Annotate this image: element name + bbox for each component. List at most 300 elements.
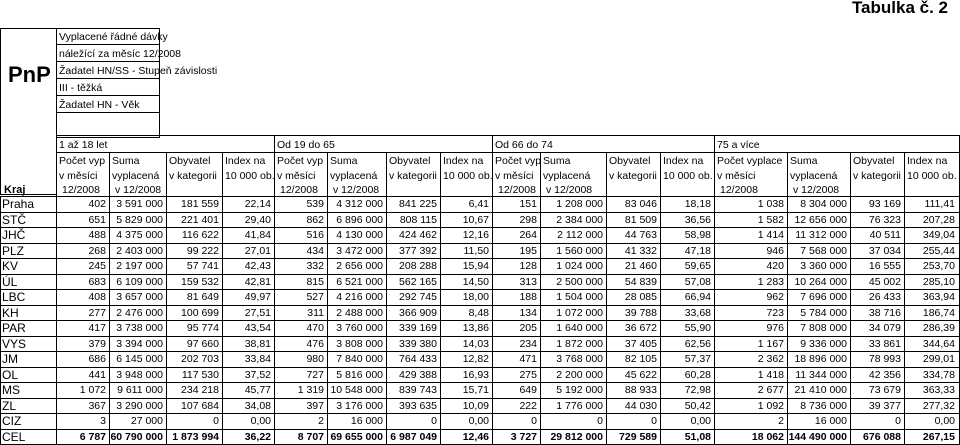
table-cell: 0 bbox=[431, 415, 437, 427]
table-cell: 44 763 bbox=[624, 229, 657, 241]
row-label-kraj: PLZ bbox=[2, 243, 25, 258]
table-cell: 28 085 bbox=[624, 291, 657, 303]
table-cell: 1 582 bbox=[757, 213, 784, 226]
column-header: v kategorii bbox=[609, 170, 657, 182]
table-cell: 649 bbox=[519, 384, 537, 396]
table-cell: 402 bbox=[88, 198, 106, 210]
table-cell: 434 bbox=[306, 244, 324, 257]
table-cell: 207,28 bbox=[922, 213, 955, 226]
table-cell: 21 460 bbox=[624, 260, 657, 272]
table-cell: 50,42 bbox=[684, 399, 711, 412]
table-cell: 6 521 000 bbox=[336, 275, 383, 288]
row-label-kraj: CIZ bbox=[2, 414, 22, 428]
table-cell: 2 197 000 bbox=[116, 260, 163, 272]
table-cell: 41 332 bbox=[624, 244, 657, 257]
column-header: Počet vyp bbox=[277, 155, 324, 167]
table-cell: 2 403 000 bbox=[116, 244, 163, 257]
table-cell: 54 839 bbox=[624, 275, 657, 288]
table-cell: 3 472 000 bbox=[336, 244, 383, 257]
table-cell: 397 bbox=[306, 399, 324, 412]
table-cell: 9 336 000 bbox=[800, 337, 847, 350]
table-row bbox=[0, 367, 960, 383]
column-header: 12/2008 bbox=[62, 184, 100, 196]
row-label-kraj: JHČ bbox=[2, 228, 26, 242]
table-cell: 82 105 bbox=[624, 353, 657, 365]
table-cell: 58,98 bbox=[684, 229, 711, 241]
table-cell: 1 072 bbox=[79, 384, 106, 396]
table-cell: 202 703 bbox=[181, 353, 219, 365]
table-cell: 1 414 bbox=[757, 229, 784, 241]
table-cell: 471 bbox=[519, 353, 537, 365]
table-cell: 1 038 bbox=[757, 198, 784, 210]
age-group-divider bbox=[492, 135, 493, 152]
table-cell: 76 323 bbox=[868, 213, 901, 226]
column-header: Index na bbox=[907, 155, 948, 167]
table-cell: 195 bbox=[519, 244, 537, 257]
column-header: vyplacená bbox=[112, 170, 160, 182]
row-label-kraj: KH bbox=[2, 305, 19, 320]
table-cell: 3 727 bbox=[510, 430, 537, 443]
table-cell: 37 034 bbox=[868, 244, 901, 257]
filter-label: Žadatel HN/SS - Stupeň závislosti bbox=[59, 65, 218, 77]
table-cell: 16 000 bbox=[814, 415, 847, 427]
table-cell: 516 bbox=[306, 229, 324, 241]
table-cell: 3 760 000 bbox=[336, 322, 383, 334]
table-cell: 49,97 bbox=[244, 291, 271, 303]
table-cell: 43,54 bbox=[244, 322, 271, 334]
table-cell: 6 145 000 bbox=[116, 353, 163, 365]
table-cell: 1 873 994 bbox=[172, 430, 219, 443]
page-title: Tabulka č. 2 bbox=[851, 0, 948, 17]
table-cell: 55,90 bbox=[684, 322, 711, 334]
table-cell: 3 768 000 bbox=[556, 353, 603, 365]
table-cell: 205 bbox=[519, 322, 537, 334]
column-header: v 12/2008 bbox=[333, 184, 380, 196]
table-cell: 57,08 bbox=[684, 275, 711, 288]
table-cell: 2 362 bbox=[757, 353, 784, 365]
table-cell: 0,00 bbox=[934, 415, 955, 427]
column-header: v 12/2008 bbox=[546, 184, 593, 196]
table-cell: 417 bbox=[88, 322, 106, 334]
table-cell: 38 716 bbox=[868, 306, 901, 319]
table-cell: 16,93 bbox=[462, 368, 489, 381]
column-header: Suma bbox=[330, 155, 358, 167]
table-cell: 18,00 bbox=[462, 291, 489, 303]
table-cell: 45,77 bbox=[244, 384, 271, 396]
table-cell: 267,15 bbox=[922, 430, 955, 443]
table-cell: 36 672 bbox=[624, 322, 657, 334]
column-header: Obyvatel bbox=[609, 155, 651, 167]
table-cell: 476 bbox=[306, 337, 324, 350]
table-cell: 0 bbox=[213, 415, 219, 427]
column-header: Počet vyplace bbox=[717, 155, 783, 167]
table-cell: 116 622 bbox=[181, 229, 219, 241]
table-cell: 946 bbox=[766, 244, 784, 257]
column-header: Index na bbox=[443, 155, 484, 167]
column-header: 10 000 ob. bbox=[225, 170, 275, 182]
table-cell: 651 bbox=[88, 213, 106, 226]
table-cell: 11 344 000 bbox=[795, 368, 847, 381]
column-header: 10 000 ob. bbox=[443, 170, 493, 182]
table-cell: 18 062 bbox=[751, 430, 784, 443]
table-row bbox=[0, 243, 960, 259]
column-header: 10 000 ob. bbox=[907, 170, 957, 182]
row-label-kraj: KV bbox=[2, 259, 19, 273]
table-cell: 0,00 bbox=[250, 415, 271, 427]
column-header: vyplacená bbox=[330, 170, 378, 182]
table-cell: 363,94 bbox=[922, 291, 955, 303]
table-cell: 292 745 bbox=[399, 291, 437, 303]
filter-label: Žadatel HN - Věk bbox=[59, 99, 140, 111]
age-group-label: Od 19 do 65 bbox=[277, 139, 335, 151]
column-header: Obyvatel bbox=[169, 155, 211, 167]
table-cell: 144 490 000 bbox=[788, 430, 847, 443]
table-cell: 27,01 bbox=[244, 244, 271, 257]
table-cell: 12 656 000 bbox=[794, 213, 847, 226]
table-cell: 10,09 bbox=[462, 399, 489, 412]
table-cell: 339 380 bbox=[399, 337, 437, 350]
table-cell: 470 bbox=[306, 322, 324, 334]
table-cell: 764 433 bbox=[399, 353, 437, 365]
filter-divider bbox=[56, 95, 160, 96]
table-cell: 8 736 000 bbox=[800, 399, 847, 412]
table-cell: 255,44 bbox=[922, 244, 955, 257]
table-cell: 22,14 bbox=[244, 198, 271, 210]
table-cell: 5 192 000 bbox=[556, 384, 603, 396]
table-cell: 62,56 bbox=[684, 337, 711, 350]
table-cell: 2 500 000 bbox=[556, 275, 603, 288]
age-group-label: 75 a více bbox=[717, 139, 760, 151]
table-cell: 10 264 000 bbox=[794, 275, 847, 288]
table-cell: 99 222 bbox=[186, 244, 219, 257]
table-cell: 15,94 bbox=[462, 260, 489, 272]
table-cell: 7 696 000 bbox=[800, 291, 847, 303]
table-row bbox=[0, 398, 960, 414]
filter-divider bbox=[56, 112, 160, 113]
table-cell: 245 bbox=[88, 260, 106, 272]
table-cell: 1 560 000 bbox=[556, 244, 603, 257]
row-label-kraj: MS bbox=[2, 383, 20, 397]
table-cell: 33 861 bbox=[868, 337, 901, 350]
table-cell: 21 410 000 bbox=[794, 384, 847, 396]
table-cell: 8,48 bbox=[468, 306, 489, 319]
table-cell: 222 bbox=[519, 399, 537, 412]
table-cell: 47,18 bbox=[684, 244, 711, 257]
column-header: v měsíci bbox=[59, 170, 98, 182]
table-cell: 277 bbox=[88, 306, 106, 319]
table-cell: 2 112 000 bbox=[557, 229, 603, 241]
table-cell: 208 288 bbox=[399, 260, 437, 272]
table-cell: 66,94 bbox=[684, 291, 711, 303]
table-cell: 6 787 bbox=[79, 430, 106, 443]
table-cell: 298 bbox=[519, 213, 537, 226]
table-cell: 45 002 bbox=[868, 275, 901, 288]
table-cell: 527 bbox=[306, 291, 324, 303]
table-cell: 976 bbox=[766, 322, 784, 334]
table-cell: 841 225 bbox=[399, 198, 437, 210]
table-cell: 5 816 000 bbox=[336, 368, 383, 381]
table-cell: 1 208 000 bbox=[556, 198, 603, 210]
column-header: Suma bbox=[112, 155, 140, 167]
row-label-kraj: STČ bbox=[2, 212, 26, 227]
table-cell: 36,56 bbox=[684, 213, 711, 226]
table-cell: 40 511 bbox=[869, 229, 901, 241]
table-cell: 4 312 000 bbox=[336, 198, 383, 210]
table-cell: 815 bbox=[306, 275, 324, 288]
table-cell: 7 808 000 bbox=[800, 322, 847, 334]
table-cell: 683 bbox=[88, 275, 106, 288]
table-cell: 808 115 bbox=[399, 213, 437, 226]
table-cell: 377 392 bbox=[399, 244, 437, 257]
table-cell: 111,41 bbox=[924, 198, 955, 210]
table-cell: 2 bbox=[778, 415, 784, 427]
column-header: vyplacená bbox=[790, 170, 838, 182]
table-cell: 299,01 bbox=[922, 353, 955, 365]
column-header: Počet vyp bbox=[59, 155, 106, 167]
table-cell: 285,10 bbox=[922, 275, 955, 288]
table-row bbox=[0, 258, 960, 274]
table-cell: 2 200 000 bbox=[556, 368, 603, 381]
column-header: 10 000 ob. bbox=[663, 170, 713, 182]
table-cell: 60 790 000 bbox=[110, 430, 163, 443]
row-label-kraj: JM bbox=[2, 352, 18, 366]
table-cell: 16 000 bbox=[350, 415, 383, 427]
table-cell: 6 987 049 bbox=[390, 430, 437, 443]
table-cell: 339 169 bbox=[399, 322, 437, 334]
table-cell: 4 130 000 bbox=[336, 229, 383, 241]
table-cell: 676 088 bbox=[863, 430, 901, 443]
filter-divider bbox=[56, 44, 160, 45]
table-cell: 3 808 000 bbox=[336, 337, 383, 350]
table-cell: 1 872 000 bbox=[556, 337, 603, 350]
table-cell: 393 635 bbox=[399, 399, 437, 412]
table-cell: 37,52 bbox=[244, 368, 271, 381]
row-label-kraj: VYS bbox=[2, 336, 27, 351]
table-cell: 12,16 bbox=[462, 229, 489, 241]
table-cell: 45 622 bbox=[624, 368, 657, 381]
table-cell: 8 304 000 bbox=[800, 198, 847, 210]
table-cell: 6 896 000 bbox=[336, 213, 383, 226]
column-header: 12/2008 bbox=[280, 184, 318, 196]
table-cell: 4 216 000 bbox=[336, 291, 383, 303]
table-row bbox=[0, 274, 960, 290]
table-cell: 1 092 bbox=[757, 399, 784, 412]
table-cell: 33,84 bbox=[244, 353, 271, 365]
table-cell: 181 559 bbox=[181, 198, 219, 210]
table-cell: 42,81 bbox=[244, 275, 271, 288]
table-cell: 311 bbox=[307, 306, 324, 319]
table-cell: 839 743 bbox=[399, 384, 437, 396]
table-cell: 1 072 000 bbox=[556, 306, 603, 319]
table-cell: 134 bbox=[519, 306, 537, 319]
table-cell: 18 896 000 bbox=[794, 353, 847, 365]
table-cell: 11,50 bbox=[463, 244, 489, 257]
table-cell: 686 bbox=[88, 353, 106, 365]
table-cell: 1 024 000 bbox=[556, 260, 603, 272]
table-cell: 95 774 bbox=[186, 322, 219, 334]
table-cell: 0,00 bbox=[690, 415, 711, 427]
column-header: Index na bbox=[225, 155, 266, 167]
table-cell: 39 788 bbox=[624, 306, 657, 319]
table-cell: 1 418 bbox=[757, 368, 784, 381]
table-cell: 420 bbox=[766, 260, 784, 272]
table-cell: 0 bbox=[651, 415, 657, 427]
filter-divider bbox=[56, 61, 160, 62]
filter-divider bbox=[56, 78, 160, 79]
table-cell: 27 000 bbox=[130, 415, 163, 427]
table-row bbox=[0, 382, 960, 398]
column-header: 12/2008 bbox=[720, 184, 758, 196]
table-cell: 7 568 000 bbox=[800, 244, 847, 257]
table-cell: 408 bbox=[88, 291, 106, 303]
table-cell: 334,78 bbox=[922, 368, 955, 381]
table-cell: 33,68 bbox=[684, 306, 711, 319]
table-cell: 8 707 bbox=[297, 430, 324, 443]
column-header: Suma bbox=[543, 155, 571, 167]
table-cell: 1 504 000 bbox=[556, 291, 603, 303]
table-cell: 16 555 bbox=[868, 260, 901, 272]
table-cell: 51,08 bbox=[684, 430, 711, 443]
table-cell: 5 784 000 bbox=[800, 306, 847, 319]
age-group-label: Od 66 do 74 bbox=[495, 139, 553, 151]
table-cell: 286,39 bbox=[922, 322, 955, 334]
table-row bbox=[0, 351, 960, 367]
table-cell: 88 933 bbox=[624, 384, 657, 396]
row-label-kraj: Praha bbox=[2, 197, 35, 211]
column-header: v měsíci bbox=[277, 170, 316, 182]
table-cell: 2 476 000 bbox=[116, 306, 163, 319]
table-cell: 73 679 bbox=[868, 384, 901, 396]
table-cell: 7 840 000 bbox=[336, 353, 383, 365]
column-header: v kategorii bbox=[169, 170, 217, 182]
table-cell: 26 433 bbox=[868, 291, 901, 303]
row-label-kraj: OL bbox=[2, 367, 19, 382]
table-row bbox=[0, 212, 960, 228]
table-row bbox=[0, 413, 960, 429]
table-cell: 78 993 bbox=[868, 353, 901, 365]
table-row bbox=[0, 429, 960, 445]
table-row bbox=[0, 289, 960, 305]
table-cell: 6 109 000 bbox=[116, 275, 163, 288]
table-cell: 980 bbox=[306, 353, 324, 365]
filter-label: náležící za měsíc 12/2008 bbox=[59, 48, 181, 60]
table-cell: 9 611 000 bbox=[117, 384, 163, 396]
table-row bbox=[0, 336, 960, 352]
row-label-kraj: CEL bbox=[2, 429, 26, 444]
table-cell: 862 bbox=[306, 213, 324, 226]
column-header: v měsíci bbox=[717, 170, 756, 182]
table-cell: 3 176 000 bbox=[336, 399, 383, 412]
table-cell: 1 283 bbox=[757, 275, 784, 288]
table-cell: 277,32 bbox=[922, 399, 955, 412]
table-cell: 275 bbox=[519, 368, 537, 381]
table-cell: 38,81 bbox=[244, 337, 271, 350]
row-label-kraj: PAR bbox=[2, 321, 26, 335]
table-cell: 313 bbox=[519, 275, 537, 288]
age-group-divider bbox=[714, 135, 715, 152]
table-cell: 36,22 bbox=[244, 430, 271, 443]
table-cell: 37 405 bbox=[624, 337, 657, 350]
table-cell: 3 591 000 bbox=[116, 198, 163, 210]
table-cell: 128 bbox=[519, 260, 537, 272]
table-cell: 34 079 bbox=[868, 322, 901, 334]
table-cell: 93 169 bbox=[868, 198, 901, 210]
column-header: v kategorii bbox=[853, 170, 901, 182]
column-header: Suma bbox=[790, 155, 818, 167]
filter-label: III - těžká bbox=[59, 82, 103, 94]
table-cell: 2 488 000 bbox=[336, 306, 383, 319]
table-cell: 1 776 000 bbox=[556, 399, 603, 412]
column-header: Index na bbox=[663, 155, 704, 167]
table-cell: 729 589 bbox=[619, 430, 657, 443]
table-cell: 39 377 bbox=[868, 399, 901, 412]
column-header: v 12/2008 bbox=[793, 184, 840, 196]
table-cell: 0 bbox=[531, 415, 537, 427]
table-cell: 69 655 000 bbox=[330, 430, 383, 443]
table-cell: 3 bbox=[100, 415, 106, 427]
table-cell: 15,71 bbox=[462, 384, 489, 396]
table-cell: 234 218 bbox=[181, 384, 219, 396]
table-cell: 6,41 bbox=[468, 198, 489, 210]
table-cell: 107 684 bbox=[181, 399, 219, 412]
kraj-label: Kraj bbox=[4, 184, 26, 196]
table-cell: 18,18 bbox=[684, 198, 711, 210]
column-header: v měsíci bbox=[495, 170, 534, 182]
table-cell: 13,86 bbox=[462, 322, 489, 334]
table-cell: 186,74 bbox=[922, 306, 955, 319]
table-cell: 264 bbox=[519, 229, 537, 241]
table-cell: 81 509 bbox=[624, 213, 657, 226]
table-cell: 188 bbox=[519, 291, 537, 303]
header-top-line bbox=[56, 135, 960, 136]
table-cell: 81 649 bbox=[186, 291, 219, 303]
table-cell: 97 660 bbox=[186, 337, 219, 350]
table-cell: 1 640 000 bbox=[556, 322, 603, 334]
table-cell: 29,40 bbox=[244, 213, 271, 226]
row-label-kraj: LBC bbox=[2, 290, 26, 304]
table-cell: 27,51 bbox=[244, 306, 271, 319]
column-header: Obyvatel bbox=[853, 155, 895, 167]
table-cell: 379 bbox=[88, 337, 106, 350]
table-cell: 10,67 bbox=[462, 213, 489, 226]
table-cell: 488 bbox=[88, 229, 106, 241]
subheader-line bbox=[56, 152, 960, 153]
row-label-kraj: ÚL bbox=[2, 274, 18, 289]
table-cell: 11 312 000 bbox=[795, 229, 847, 241]
table-cell: 14,50 bbox=[462, 275, 489, 288]
table-cell: 0,00 bbox=[468, 415, 489, 427]
table-cell: 57 741 bbox=[186, 260, 219, 272]
table-cell: 4 375 000 bbox=[116, 229, 163, 241]
table-cell: 29 812 000 bbox=[550, 430, 603, 443]
table-cell: 2 bbox=[318, 415, 324, 427]
table-cell: 0 bbox=[895, 415, 901, 427]
table-cell: 349,04 bbox=[922, 229, 955, 241]
table-row bbox=[0, 305, 960, 321]
age-group-label: 1 až 18 let bbox=[59, 139, 108, 151]
corner-label: PnP bbox=[8, 62, 51, 87]
table-cell: 253,70 bbox=[922, 260, 955, 272]
table-cell: 3 657 000 bbox=[116, 291, 163, 303]
table-cell: 12,82 bbox=[462, 353, 489, 365]
age-group-divider bbox=[274, 135, 275, 152]
table-cell: 2 656 000 bbox=[336, 260, 383, 272]
table-cell: 3 948 000 bbox=[116, 368, 163, 381]
table-cell: 42,43 bbox=[244, 260, 271, 272]
table-cell: 344,64 bbox=[922, 337, 955, 350]
column-header: v 12/2008 bbox=[115, 184, 162, 196]
table-cell: 10 548 000 bbox=[330, 384, 383, 396]
